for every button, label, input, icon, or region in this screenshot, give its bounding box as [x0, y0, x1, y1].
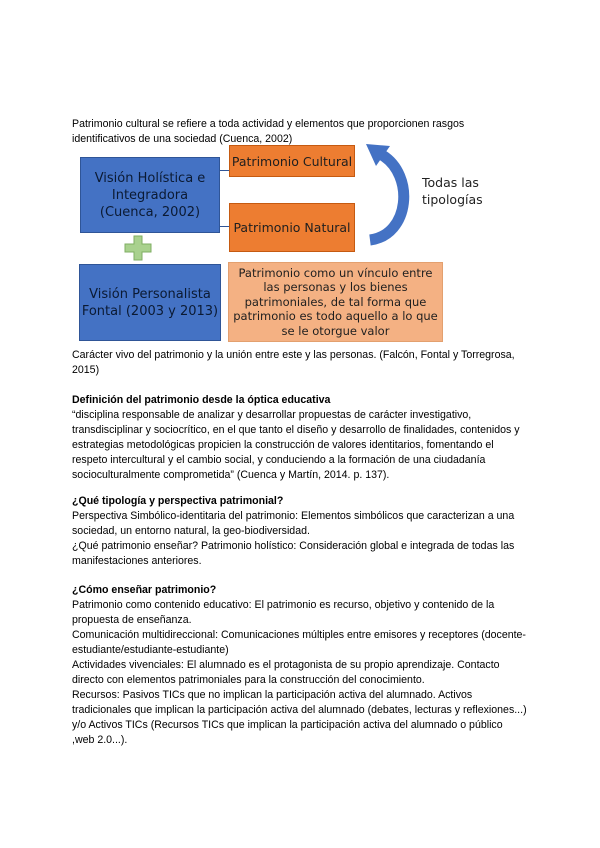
- natural-heritage-label: Patrimonio Natural: [233, 220, 351, 235]
- teach-paragraph-1: Patrimonio como contenido educativo: El patrimonio es recurso, objetivo y contenido de la propuesta de enseñanza.: [72, 599, 495, 626]
- personalist-vision-box: [79, 264, 221, 341]
- typology-paragraph-2: ¿Qué patrimonio enseñar? Patrimonio holístico: Consideración global e integrada de todas las manifestaciones anteriores.: [72, 540, 515, 567]
- intro-text: Patrimonio cultural se refiere a toda actividad y elementos que proporcionen rasgos identificativos de una sociedad (Cuenca, 2002): [72, 118, 465, 145]
- plus-icon: [124, 235, 152, 261]
- section-heading-typology: ¿Qué tipología y perspectiva patrimonial?: [72, 495, 284, 507]
- section-heading-how-to-teach: ¿Cómo enseñar patrimonio?: [72, 584, 217, 596]
- curved-arrow-icon: [360, 140, 420, 250]
- natural-heritage-box: [229, 203, 355, 252]
- teach-paragraph-2: Comunicación multidireccional: Comunicaciones múltiples entre emisores y receptores (docente-estudiante/estudiante-estudiante): [72, 629, 526, 656]
- section-body-definition: “disciplina responsable de analizar y desarrollar propuestas de carácter investigativo, transdisciplinar y sociocrítico, en el que tanto el diseño y desarrollo de finalidades, contenidos y estrategias metodológicas propicien la construcción de valores identitarios, fomentando el respeto intercultural y el cambio social, y conduciendo a la formación de una ciudadanía socioculturalmente comprometida” (Cuenca y Martín, 2014. p. 137).: [72, 409, 520, 481]
- personalist-vision-label: Visión Personalista Fontal (2003 y 2013): [81, 286, 219, 319]
- vinculo-heritage-label: Patrimonio como un vínculo entre las personas y los bienes patrimoniales, de tal forma que patrimonio es todo aquello a lo que se le otorgue valor: [233, 265, 438, 338]
- diagram-caption: Carácter vivo del patrimonio y la unión entre este y las personas. (Falcón, Fontal y Torregrosa, 2015): [72, 349, 515, 376]
- cultural-heritage-label: Patrimonio Cultural: [231, 153, 353, 169]
- all-typologies-label: Todas las tipologías: [422, 175, 483, 207]
- holistic-vision-box: [80, 157, 220, 233]
- holistic-vision-label: Visión Holística e Integradora (Cuenca, 2002): [94, 170, 206, 220]
- teach-paragraph-3: Actividades vivenciales: El alumnado es el protagonista de su propio aprendizaje. Contacto directo con elementos patrimoniales para la construcción del conocimiento.: [72, 659, 500, 686]
- section-heading-definition: Definición del patrimonio desde la óptica educativa: [72, 394, 331, 406]
- cultural-heritage-box: [229, 145, 355, 177]
- typology-paragraph-1: Perspectiva Simbólico-identitaria del patrimonio: Elementos simbólicos que caracterizan a una sociedad, un entorno natural, la geo-biodiversidad.: [72, 510, 515, 537]
- teach-paragraph-4: Recursos: Pasivos TICs que no implican la participación activa del alumnado. Activos tradicionales que implican la participación activa del alumnado (debates, lecturas y reflexiones...) y/o Activos TICs (Recursos TICs que implican la participación activa del alumnado o público ,web 2.0...).: [72, 689, 527, 746]
- vinculo-heritage-box: [228, 262, 443, 342]
